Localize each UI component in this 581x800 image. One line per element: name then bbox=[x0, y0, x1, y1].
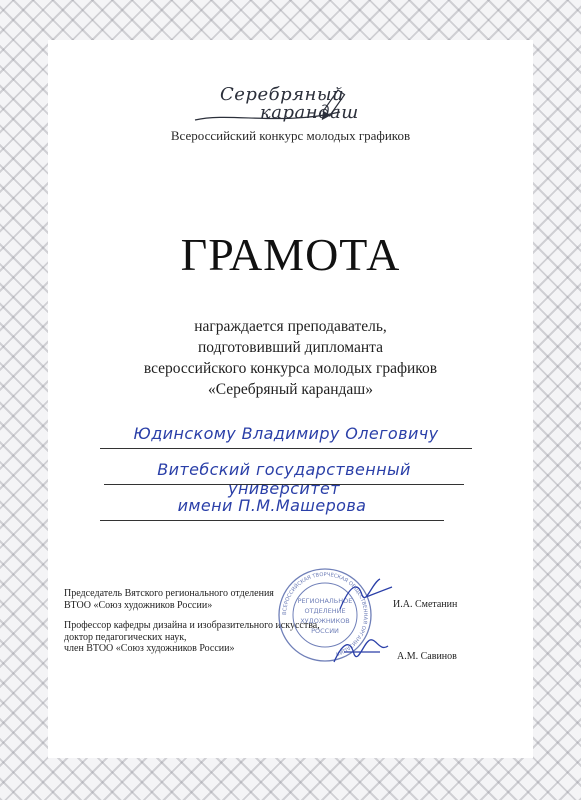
stamp-center-line: ХУДОЖНИКОВ bbox=[300, 617, 350, 625]
award-text-line: награждается преподаватель, bbox=[194, 318, 387, 335]
professor-name: А.М. Савинов bbox=[397, 651, 457, 662]
professor-signature bbox=[330, 632, 394, 668]
chairman-title-line: ВТОО «Союз художников России» bbox=[64, 599, 213, 611]
chairman-title-line: Председатель Вятского регионального отделения bbox=[64, 588, 274, 599]
logo-text-line2: карандаш bbox=[260, 102, 359, 123]
certificate-title: ГРАМОТА bbox=[180, 229, 401, 280]
professor-title-line: Профессор кафедры дизайна и изобразительного искусства, bbox=[64, 620, 320, 631]
stamp-center-line: ОТДЕЛЕНИЕ bbox=[304, 607, 346, 615]
handwritten-university: Витебский государственный университет bbox=[157, 460, 411, 498]
contest-subtitle: Всероссийский конкурс молодых графиков bbox=[170, 128, 411, 143]
award-text-line: подготовивший дипломанта bbox=[197, 339, 384, 356]
stamp-ring-text: ВСЕРОССИЙСКАЯ ТВОРЧЕСКАЯ ОБЩЕСТВЕННАЯ ОРГАНИЗАЦИЯ bbox=[281, 571, 369, 657]
award-text-line: «Серебряный карандаш» bbox=[208, 381, 373, 398]
professor-title-line: доктор педагогических наук, bbox=[64, 631, 187, 643]
chairman-name: И.А. Сметанин bbox=[393, 599, 458, 610]
chairman-title bbox=[64, 588, 274, 611]
logo-text-line1: Серебряный bbox=[220, 84, 345, 105]
handwritten-named-after: имени П.М.Машерова bbox=[177, 496, 367, 515]
handwritten-recipient-name-line bbox=[100, 422, 472, 449]
stamp-center-line: РЕГИОНАЛЬНОЕ bbox=[297, 597, 353, 605]
chairman-signature bbox=[336, 575, 396, 615]
professor-title-line: член ВТОО «Союз художников России» bbox=[64, 643, 235, 654]
handwritten-university-line bbox=[104, 458, 464, 498]
contest-logo bbox=[190, 82, 390, 132]
handwritten-recipient-name: Юдинскому Владимиру Олеговичу bbox=[133, 424, 439, 443]
handwritten-named-after-line bbox=[100, 494, 444, 521]
stamp-center-line: РОССИИ bbox=[311, 627, 339, 635]
award-text bbox=[0, 316, 581, 400]
award-text-line: всероссийского конкурса молодых графиков bbox=[143, 360, 438, 377]
